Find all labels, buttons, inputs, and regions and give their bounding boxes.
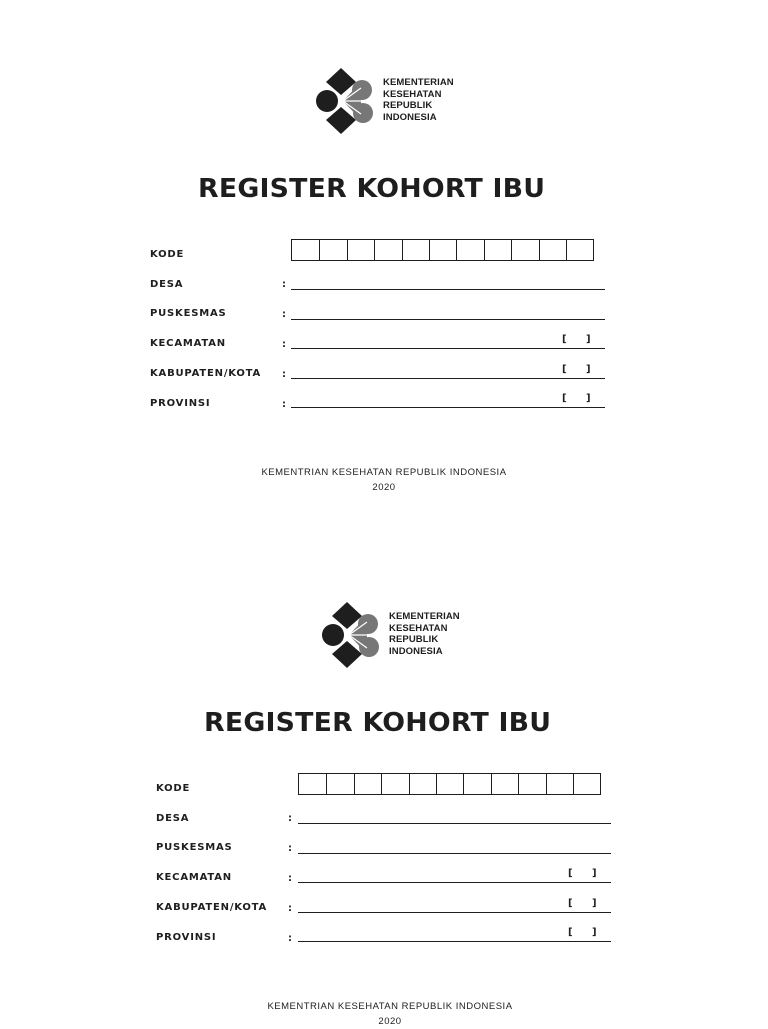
logo-text-line: KESEHATAN — [389, 622, 448, 634]
logo-text-line: INDONESIA — [389, 645, 443, 657]
kode-box[interactable] — [518, 774, 545, 794]
logo-text-line: INDONESIA — [383, 111, 437, 123]
label-kabupaten-kota: KABUPATEN/KOTA — [156, 902, 268, 913]
kode-box[interactable] — [381, 774, 408, 794]
desa-input-line[interactable] — [298, 823, 611, 824]
colon: : — [288, 903, 292, 914]
label-kecamatan: KECAMATAN — [150, 338, 226, 349]
logo-text-line: REPUBLIK — [389, 634, 439, 645]
page-title: REGISTER KOHORT IBU — [204, 708, 552, 738]
colon: : — [282, 399, 286, 410]
footer-organization: KEMENTRIAN KESEHATAN REPUBLIK INDONESIA — [261, 467, 507, 478]
kode-box[interactable] — [491, 774, 518, 794]
provinsi-code-bracket[interactable]: [ ] — [568, 927, 597, 938]
colon: : — [288, 933, 292, 944]
kode-box[interactable] — [326, 774, 353, 794]
label-desa: DESA — [156, 813, 190, 824]
kecamatan-code-bracket[interactable]: [ ] — [568, 868, 597, 879]
kode-box[interactable] — [299, 774, 326, 794]
kode-box[interactable] — [573, 774, 600, 794]
kode-box[interactable] — [436, 774, 463, 794]
kode-box[interactable] — [546, 774, 573, 794]
kecamatan-input-line[interactable] — [298, 882, 611, 883]
colon: : — [288, 813, 292, 824]
logo-text-line: KEMENTERIAN — [383, 77, 454, 88]
label-provinsi: PROVINSI — [156, 932, 217, 943]
kode-box[interactable] — [409, 774, 436, 794]
logo-text-line: KESEHATAN — [383, 88, 442, 100]
kemenkes-logo-icon — [321, 602, 385, 668]
kecamatan-code-bracket[interactable]: [ ] — [562, 334, 591, 345]
label-puskesmas: PUSKESMAS — [156, 842, 233, 853]
kabupaten-input-line[interactable] — [298, 912, 611, 913]
kabupaten-code-bracket[interactable]: [ ] — [568, 898, 597, 909]
kode-input-boxes[interactable] — [298, 773, 601, 795]
page-title: REGISTER KOHORT IBU — [198, 174, 546, 204]
ministry-name — [389, 611, 460, 657]
footer-year: 2020 — [378, 1016, 402, 1027]
puskesmas-input-line[interactable] — [298, 853, 611, 854]
colon: : — [282, 309, 286, 320]
label-kecamatan: KECAMATAN — [156, 872, 232, 883]
provinsi-code-bracket[interactable]: [ ] — [562, 393, 591, 404]
label-provinsi: PROVINSI — [150, 398, 211, 409]
colon: : — [282, 339, 286, 350]
logo-text-line: KEMENTERIAN — [389, 611, 460, 622]
footer-year: 2020 — [372, 482, 396, 493]
kode-box[interactable] — [354, 774, 381, 794]
logo-text-line: REPUBLIK — [383, 100, 433, 111]
colon: : — [282, 369, 286, 380]
colon: : — [288, 873, 292, 884]
label-kode: KODE — [150, 249, 185, 260]
colon: : — [282, 279, 286, 290]
colon: : — [288, 843, 292, 854]
kode-box[interactable] — [463, 774, 490, 794]
footer — [6, 999, 768, 1029]
footer-organization: KEMENTRIAN KESEHATAN REPUBLIK INDONESIA — [267, 1001, 513, 1012]
label-kabupaten-kota: KABUPATEN/KOTA — [150, 368, 262, 379]
label-puskesmas: PUSKESMAS — [150, 308, 227, 319]
kabupaten-code-bracket[interactable]: [ ] — [562, 364, 591, 375]
provinsi-input-line[interactable] — [298, 941, 611, 942]
kemenkes-logo — [321, 602, 471, 668]
label-desa: DESA — [150, 279, 184, 290]
label-kode: KODE — [156, 783, 191, 794]
